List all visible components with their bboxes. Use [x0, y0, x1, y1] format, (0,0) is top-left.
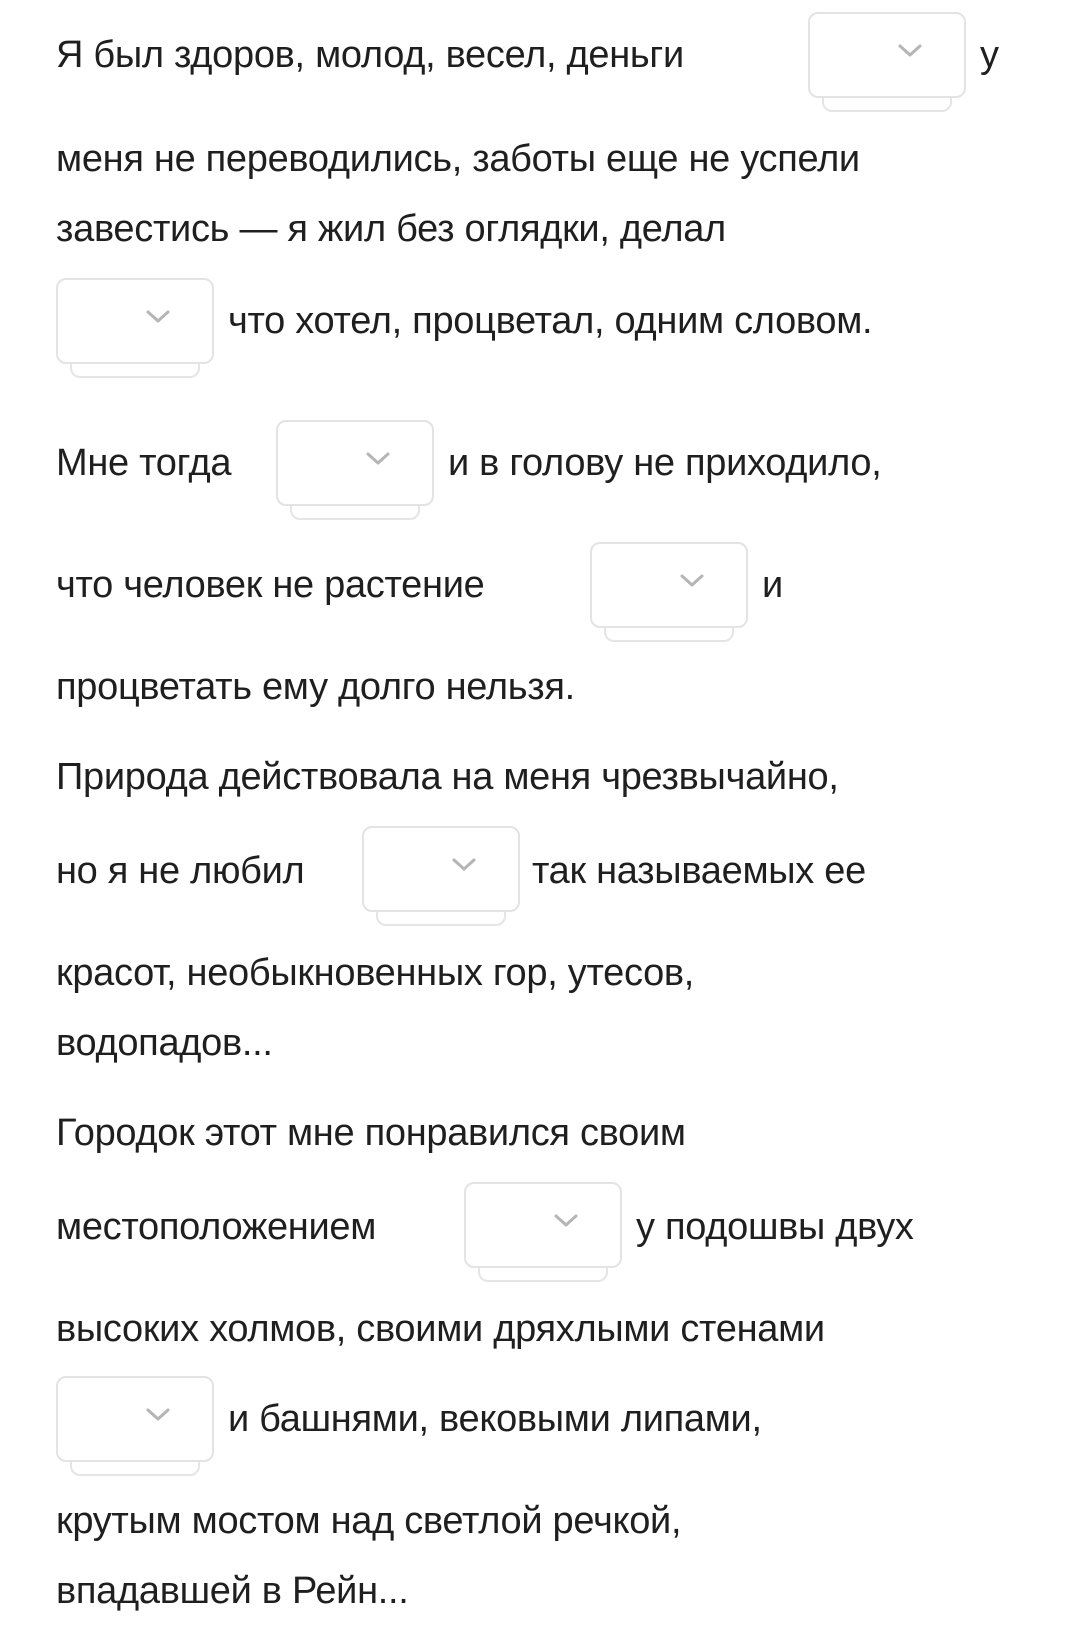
blank-dropdown-4[interactable]	[590, 542, 748, 628]
chevron-down-icon	[678, 572, 706, 590]
sentence-3-line-1: Природа действовала на меня чрезвычайно,	[56, 756, 839, 798]
blank-dropdown-3[interactable]	[276, 420, 434, 506]
sentence-2-line-3: процветать ему долго нельзя.	[56, 666, 575, 708]
sentence-3-line-3: красот, необыкновенных гор, утесов,	[56, 952, 695, 994]
sentence-4-line-3: высоких холмов, своими дряхлыми стенами	[56, 1308, 825, 1350]
sentence-2-line-2: что человек не растение	[56, 564, 485, 606]
sentence-1-line-1: Я был здоров, молод, весел, деньги	[56, 34, 684, 76]
dropdown-select[interactable]	[276, 420, 434, 506]
chevron-down-icon	[896, 42, 924, 60]
sentence-3-line-4: водопадов...	[56, 1022, 273, 1064]
sentence-2-line-1-tail: и в голову не приходило,	[448, 442, 882, 484]
sentence-4-line-4: и башнями, вековыми липами,	[228, 1398, 762, 1440]
dropdown-select[interactable]	[56, 278, 214, 364]
sentence-4-line-2-tail: у подошвы двух	[636, 1206, 914, 1248]
sentence-4-line-5: крутым мостом над светлой речкой,	[56, 1500, 682, 1542]
dropdown-select[interactable]	[464, 1182, 622, 1268]
chevron-down-icon	[450, 856, 478, 874]
sentence-4-line-1: Городок этот мне понравился своим	[56, 1112, 686, 1154]
blank-dropdown-7[interactable]	[56, 1376, 214, 1462]
sentence-4-line-6: впадавшей в Рейн...	[56, 1570, 409, 1612]
sentence-3-line-2-tail: так называемых ее	[532, 850, 866, 892]
sentence-1-line-2: меня не переводились, заботы еще не успели	[56, 138, 860, 180]
dropdown-select[interactable]	[808, 12, 966, 98]
chevron-down-icon	[144, 1406, 172, 1424]
chevron-down-icon	[364, 450, 392, 468]
blank-dropdown-6[interactable]	[464, 1182, 622, 1268]
blank-dropdown-5[interactable]	[362, 826, 520, 912]
dropdown-select[interactable]	[56, 1376, 214, 1462]
sentence-2-line-2-tail: и	[762, 564, 783, 606]
blank-dropdown-2[interactable]	[56, 278, 214, 364]
chevron-down-icon	[552, 1212, 580, 1230]
chevron-down-icon	[144, 308, 172, 326]
sentence-3-line-2: но я не любил	[56, 850, 305, 892]
sentence-1-line-1-tail: у	[980, 34, 999, 76]
sentence-1-line-4: что хотел, процветал, одним словом.	[228, 300, 873, 342]
sentence-1-line-3: завестись — я жил без оглядки, делал	[56, 208, 726, 250]
dropdown-select[interactable]	[362, 826, 520, 912]
dropdown-select[interactable]	[590, 542, 748, 628]
sentence-2-line-1: Мне тогда	[56, 442, 232, 484]
blank-dropdown-1[interactable]	[808, 12, 966, 98]
sentence-4-line-2: местоположением	[56, 1206, 377, 1248]
